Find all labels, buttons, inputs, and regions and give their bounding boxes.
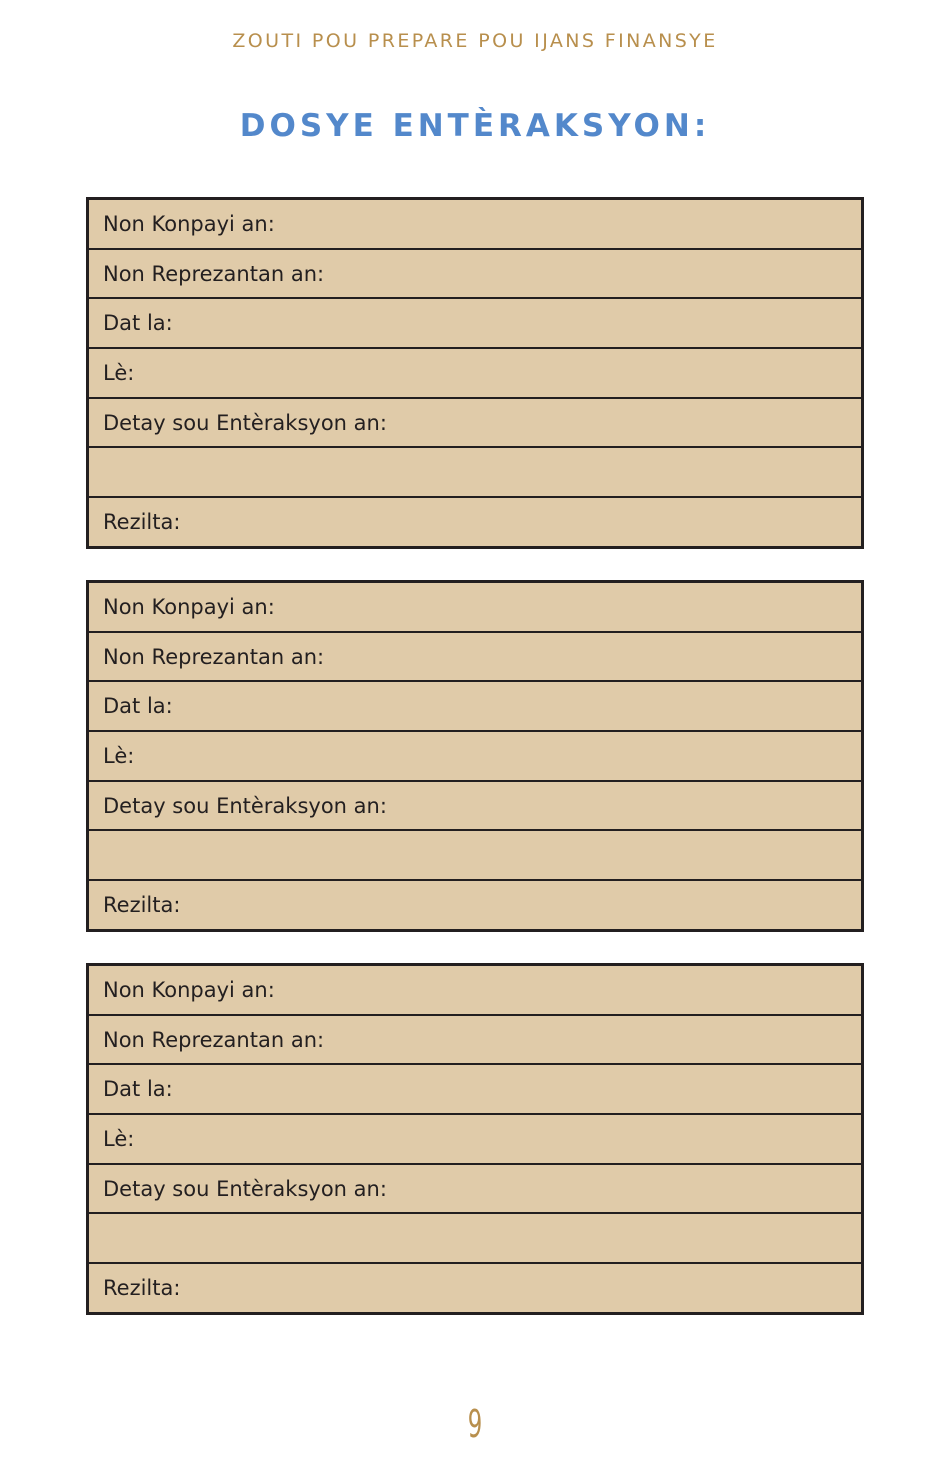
field-label: Rezilta:	[103, 1275, 181, 1300]
field-time[interactable]	[89, 1113, 861, 1163]
running-header: ZOUTI POU PREPARE POU IJANS FINANSYE	[232, 30, 718, 52]
field-label: Lè:	[103, 1126, 135, 1151]
field-details-continued[interactable]	[89, 446, 861, 496]
field-representative-name[interactable]	[89, 1014, 861, 1064]
field-representative-name[interactable]	[89, 631, 861, 681]
field-representative-name[interactable]	[89, 248, 861, 298]
field-result[interactable]	[89, 1262, 861, 1312]
interaction-form-2	[86, 580, 864, 932]
field-company-name[interactable]	[89, 583, 861, 631]
field-label: Dat la:	[103, 1077, 173, 1102]
field-label: Dat la:	[103, 694, 173, 719]
page-title: DOSYE ENTÈRAKSYON:	[239, 108, 711, 144]
field-interaction-details[interactable]	[89, 1163, 861, 1213]
field-label: Rezilta:	[103, 892, 181, 917]
field-interaction-details[interactable]	[89, 397, 861, 447]
field-label: Lè:	[103, 360, 135, 385]
field-time[interactable]	[89, 730, 861, 780]
field-date[interactable]	[89, 297, 861, 347]
field-label: Non Konpayi an:	[103, 977, 275, 1002]
field-label: Rezilta:	[103, 509, 181, 534]
field-result[interactable]	[89, 496, 861, 546]
field-label: Detay sou Entèraksyon an:	[103, 793, 387, 818]
field-result[interactable]	[89, 879, 861, 929]
field-details-continued[interactable]	[89, 829, 861, 879]
field-label: Detay sou Entèraksyon an:	[103, 1176, 387, 1201]
field-label: Non Reprezantan an:	[103, 261, 325, 286]
field-label: Non Reprezantan an:	[103, 644, 325, 669]
field-label: Lè:	[103, 743, 135, 768]
field-time[interactable]	[89, 347, 861, 397]
field-label: Non Konpayi an:	[103, 594, 275, 619]
field-company-name[interactable]	[89, 200, 861, 248]
interaction-form-1	[86, 197, 864, 549]
field-company-name[interactable]	[89, 966, 861, 1014]
field-interaction-details[interactable]	[89, 780, 861, 830]
field-label: Non Reprezantan an:	[103, 1027, 325, 1052]
field-date[interactable]	[89, 1063, 861, 1113]
page-number: 9	[467, 1402, 483, 1446]
interaction-form-3	[86, 963, 864, 1315]
field-label: Detay sou Entèraksyon an:	[103, 410, 387, 435]
field-date[interactable]	[89, 680, 861, 730]
field-details-continued[interactable]	[89, 1212, 861, 1262]
field-label: Dat la:	[103, 311, 173, 336]
field-label: Non Konpayi an:	[103, 211, 275, 236]
